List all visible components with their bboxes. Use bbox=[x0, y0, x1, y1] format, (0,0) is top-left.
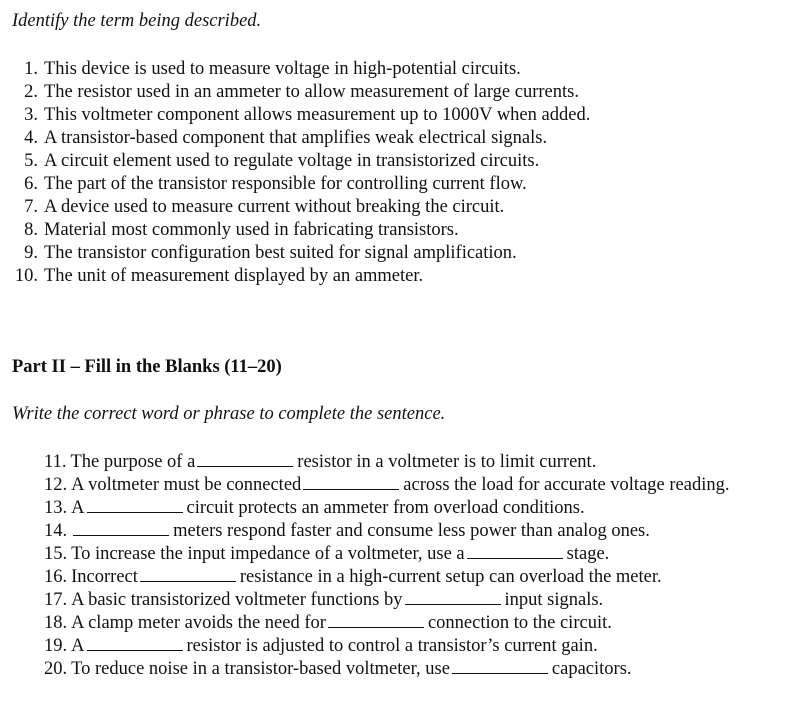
list-item bbox=[44, 520, 650, 542]
item-text-after: resistor in a voltmeter is to limit current. bbox=[297, 452, 597, 472]
item-number: 5. bbox=[24, 151, 38, 171]
list-item bbox=[10, 265, 423, 287]
item-text: A transistor-based component that amplifies weak electrical signals. bbox=[44, 128, 548, 148]
answer-blank[interactable] bbox=[303, 475, 399, 490]
item-text: The resistor used in an ammeter to allow measurement of large currents. bbox=[44, 82, 579, 102]
item-text: Material most commonly used in fabricating transistors. bbox=[44, 220, 459, 240]
list-item bbox=[44, 451, 596, 473]
answer-blank[interactable] bbox=[140, 567, 236, 582]
item-number: 13. bbox=[44, 498, 68, 518]
item-number: 20. bbox=[44, 659, 68, 679]
list-item bbox=[44, 474, 729, 496]
list-item bbox=[44, 566, 662, 588]
item-number: 7. bbox=[24, 197, 38, 217]
list-item bbox=[44, 612, 612, 634]
item-text-before: A voltmeter must be connected bbox=[71, 475, 302, 495]
item-number: 19. bbox=[44, 636, 68, 656]
item-number: 2. bbox=[24, 82, 38, 102]
item-text-before: To increase the input impedance of a voltmeter, use a bbox=[71, 544, 465, 564]
item-number: 18. bbox=[44, 613, 68, 633]
item-text-after: connection to the circuit. bbox=[427, 613, 612, 633]
item-number: 1. bbox=[24, 59, 38, 79]
answer-blank[interactable] bbox=[87, 498, 183, 513]
answer-blank[interactable] bbox=[467, 544, 563, 559]
part1-instruction: Identify the term being described. bbox=[12, 11, 262, 31]
answer-blank[interactable] bbox=[405, 590, 501, 605]
item-text-before: A clamp meter avoids the need for bbox=[71, 613, 326, 633]
list-item bbox=[10, 196, 504, 218]
item-number: 14. bbox=[44, 521, 68, 541]
item-number: 17. bbox=[44, 590, 68, 610]
item-text: A circuit element used to regulate voltage in transistorized circuits. bbox=[44, 151, 540, 171]
part2-instruction: Write the correct word or phrase to complete the sentence. bbox=[12, 404, 446, 424]
item-number: 10. bbox=[14, 266, 38, 286]
item-text-after: resistance in a high-current setup can overload the meter. bbox=[239, 567, 662, 587]
item-text-after: circuit protects an ammeter from overload conditions. bbox=[186, 498, 585, 518]
list-item bbox=[44, 589, 603, 611]
item-text: This voltmeter component allows measurement up to 1000V when added. bbox=[44, 105, 591, 125]
item-text-after: stage. bbox=[566, 544, 610, 564]
item-number: 3. bbox=[24, 105, 38, 125]
answer-blank[interactable] bbox=[197, 452, 293, 467]
item-text-before: A basic transistorized voltmeter functions by bbox=[71, 590, 403, 610]
list-item bbox=[10, 104, 590, 126]
item-number: 9. bbox=[24, 243, 38, 263]
item-text-before: A bbox=[71, 498, 85, 518]
item-number: 11. bbox=[44, 452, 67, 472]
item-text-after: meters respond faster and consume less power than analog ones. bbox=[173, 521, 650, 541]
list-item bbox=[10, 242, 517, 264]
list-item bbox=[44, 543, 609, 565]
list-item bbox=[44, 658, 632, 680]
answer-blank[interactable] bbox=[73, 521, 169, 536]
item-text-before: A bbox=[71, 636, 85, 656]
answer-blank[interactable] bbox=[452, 659, 548, 674]
item-text: The transistor configuration best suited for signal amplification. bbox=[44, 243, 517, 263]
list-item bbox=[10, 150, 539, 172]
item-text-before: To reduce noise in a transistor-based voltmeter, use bbox=[71, 659, 450, 679]
item-text-after: resistor is adjusted to control a transistor’s current gain. bbox=[186, 636, 598, 656]
item-number: 15. bbox=[44, 544, 68, 564]
item-number: 6. bbox=[24, 174, 38, 194]
list-item bbox=[10, 58, 521, 80]
item-text: A device used to measure current without breaking the circuit. bbox=[44, 197, 505, 217]
list-item bbox=[10, 173, 527, 195]
item-text: This device is used to measure voltage in high-potential circuits. bbox=[44, 59, 521, 79]
item-text-before: The purpose of a bbox=[70, 452, 196, 472]
item-number: 8. bbox=[24, 220, 38, 240]
list-item bbox=[44, 497, 585, 519]
item-text: The part of the transistor responsible for controlling current flow. bbox=[44, 174, 527, 194]
answer-blank[interactable] bbox=[328, 613, 424, 628]
item-text-after: across the load for accurate voltage reading. bbox=[403, 475, 730, 495]
list-item bbox=[10, 219, 459, 241]
item-number: 4. bbox=[24, 128, 38, 148]
item-number: 12. bbox=[44, 475, 68, 495]
item-text-after: input signals. bbox=[504, 590, 604, 610]
answer-blank[interactable] bbox=[87, 636, 183, 651]
item-text-after: capacitors. bbox=[551, 659, 632, 679]
part2-heading: Part II – Fill in the Blanks (11–20) bbox=[12, 357, 282, 377]
item-number: 16. bbox=[44, 567, 68, 587]
item-text: The unit of measurement displayed by an ammeter. bbox=[44, 266, 424, 286]
item-text-before: Incorrect bbox=[71, 567, 138, 587]
list-item bbox=[10, 127, 547, 149]
list-item bbox=[10, 81, 579, 103]
list-item bbox=[44, 635, 598, 657]
